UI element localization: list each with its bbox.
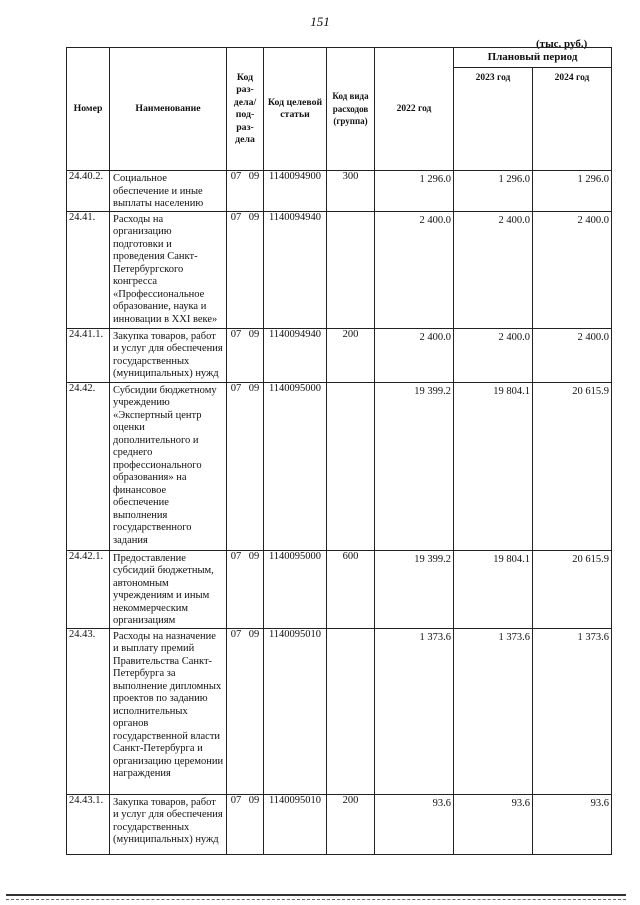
row-2024: 20 615.9 [533,382,612,550]
row-2024: 20 615.9 [533,550,612,628]
table-row [67,628,612,794]
row-name: Закупка товаров, работ и услуг для обеспечения государственных (муниципальных) нужд [110,794,227,854]
table-row [67,171,612,212]
row-section-code: 07 09 [227,328,264,382]
row-section-code: 07 09 [227,382,264,550]
row-name: Закупка товаров, работ и услуг для обеспечения государственных (муниципальных) нужд [110,328,227,382]
budget-table [66,47,612,855]
table-row [67,382,612,550]
table-row [67,794,612,854]
row-target-code: 1140095010 [264,794,327,854]
row-name: Социальное обеспечение и иные выплаты населению [110,171,227,212]
row-2023: 93.6 [454,794,533,854]
row-number: 24.43.1. [67,794,110,854]
row-number: 24.41.1. [67,328,110,382]
row-2022: 19 399.2 [375,382,454,550]
row-section-code: 07 09 [227,794,264,854]
row-target-code: 1140094940 [264,211,327,328]
row-2022: 19 399.2 [375,550,454,628]
row-2024: 1 296.0 [533,171,612,212]
row-section-code: 07 09 [227,171,264,212]
row-2024: 1 373.6 [533,628,612,794]
row-expense-code: 200 [327,794,375,854]
row-target-code: 1140094940 [264,328,327,382]
row-2022: 2 400.0 [375,328,454,382]
row-2024: 2 400.0 [533,211,612,328]
row-expense-code: 600 [327,550,375,628]
row-2023: 1 296.0 [454,171,533,212]
row-section-code: 07 09 [227,628,264,794]
row-expense-code [327,628,375,794]
row-number: 24.42. [67,382,110,550]
row-number: 24.43. [67,628,110,794]
row-number: 24.42.1. [67,550,110,628]
row-number: 24.41. [67,211,110,328]
row-expense-code: 300 [327,171,375,212]
row-expense-code: 200 [327,328,375,382]
row-expense-code [327,211,375,328]
row-2022: 93.6 [375,794,454,854]
row-2024: 2 400.0 [533,328,612,382]
row-2024: 93.6 [533,794,612,854]
row-section-code: 07 09 [227,211,264,328]
row-target-code: 1140095000 [264,382,327,550]
row-2023: 2 400.0 [454,211,533,328]
page-number: 151 [310,14,330,29]
row-2022: 1 296.0 [375,171,454,212]
row-name: Расходы на организацию подготовки и проведения Санкт-Петербургского конгресса «Профессиональное образование, наука и инновации в XXI веке» [110,211,227,328]
header-year-2023: 2023 год [454,68,533,171]
header-name: Наименование [110,48,227,171]
row-2022: 1 373.6 [375,628,454,794]
row-2022: 2 400.0 [375,211,454,328]
units-label: (тыс. руб.) [536,38,588,50]
header-year-2022: 2022 год [375,48,454,171]
table-row [67,328,612,382]
header-section-code: Код раз-дела/ под-раз-дела [227,48,264,171]
row-2023: 2 400.0 [454,328,533,382]
header-expense-code: Код вида расходов (группа) [327,48,375,171]
row-target-code: 1140095010 [264,628,327,794]
row-name: Субсидии бюджетному учреждению «Экспертный центр оценки дополнительного и среднего профессионального образования» на финансовое обеспечение выполнения государственного задания [110,382,227,550]
row-2023: 19 804.1 [454,550,533,628]
footer-rule [6,894,626,896]
footer-rule-dashed [6,899,626,900]
row-2023: 1 373.6 [454,628,533,794]
row-expense-code [327,382,375,550]
row-number: 24.40.2. [67,171,110,212]
row-name: Расходы на назначение и выплату премий Правительства Санкт-Петербурга за выполнение дипломных проектов по заданию исполнительных органов государственной власти Санкт-Петербурга и организацию церемонии награждения [110,628,227,794]
table-row [67,550,612,628]
row-2023: 19 804.1 [454,382,533,550]
row-name: Предоставление субсидий бюджетным, автономным учреждениям и иным некоммерческим организациям [110,550,227,628]
header-number: Номер [67,48,110,171]
header-target-code: Код целевой статьи [264,48,327,171]
row-section-code: 07 09 [227,550,264,628]
header-planned-period: Плановый период [454,48,612,68]
table-row [67,211,612,328]
row-target-code: 1140095000 [264,550,327,628]
row-target-code: 1140094900 [264,171,327,212]
header-year-2024: 2024 год [533,68,612,171]
